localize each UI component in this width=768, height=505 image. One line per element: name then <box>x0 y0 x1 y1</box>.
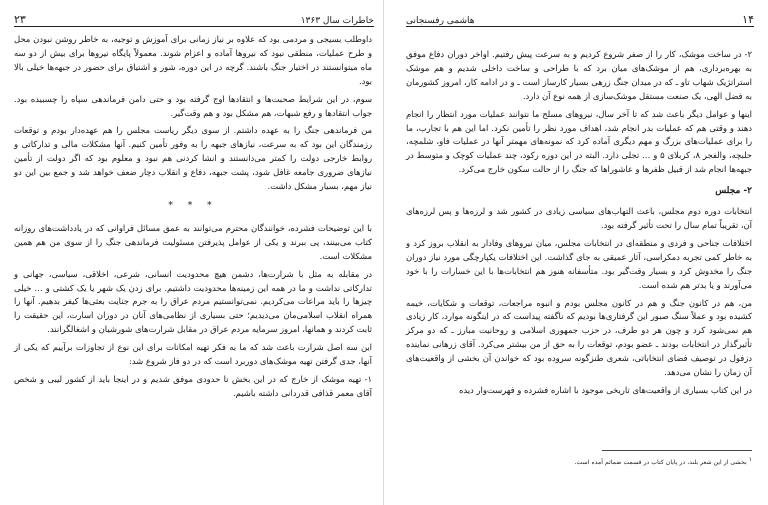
right-paragraph-1: ۲- در ساخت موشک، کار را از صفر شروع کردیم و به سرعت پیش رفتیم. اواخر دوران دفاع موفق به بهره‌برداری، هم از موشک‌های میان برد که با طراحی و ساخت داخلی شدیم و هم موشک استراتژیک شهاب تاو ـ که در میدان جنگ زرهی بسیار کارساز است ـ و در ادامه کار، امروز کشورمان به فضل الهی، یک صنعت مستقل موشک‌سازی از همه نوع آن دارد. <box>406 49 752 101</box>
right-page <box>384 0 768 505</box>
right-section-paragraph-3: من، هم در کانون جنگ و هم در کانون مجلس بودم و انبوه مراجعات، توقعات و شکایات، خیمه کشیده بود و عملاً سنگ صبور این گرفتاری‌ها بودیم که ناگفته پیداست که در اینگونه موارد، کار زیادی هم نمی‌شود کرد و چون هر دو طرف، در حزب جمهوری اسلامی و روحانیت مبارز ـ که دو مرکز تأثیرگذار در انتخابات بودند ـ عضو بودم، توقعات را به حق از من بیشتر می‌کرد. آقای زرهانی نماینده دزفول در توصیف فضای انتخاباتی، شعری طنزگونه سروده بود که خواندن آن بخشی از واقعیت‌های آن زمان را نشان می‌دهد. <box>406 297 752 378</box>
left-page-body <box>14 33 372 405</box>
right-page-number: ۱۴ <box>742 13 754 26</box>
footnote <box>406 455 752 467</box>
right-paragraph-2: اینها و عوامل دیگر باعث شد که تا آخر سال، نیروهای مسلح ما نتوانند عملیات مورد انتظار را انجام دهند و وقتی هم که عملیات بدر انجام شد، اهداف مورد نظر را تأمین نکرد. اما این هم با تجارب، ما را برای عملیات‌های بزرگ و مهم دیگری آماده کرد که نمونه‌های مهمتر آنها در عملیات فاو، شلمچه، حلبچه، والفجر ۸، کربلای ۵ و … تجلی دارد. البته در این دوره رکود، چند عملیات کوچک و متوسط در جبهه‌ها انجام شد از قبیل ظفرها و عاشوراها که جنگ را از حالت سکون خارج می‌کرد. <box>406 108 752 175</box>
right-section-paragraph-1: انتخابات دوره دوم مجلس، باعث التهاب‌های سیاسی زیادی در کشور شد و لرزه‌ها و پس لرزه‌های آن، تقریباً تمام سال را تحت تأثیر گرفته بود. <box>406 206 752 230</box>
left-paragraph-1: داوطلب بسیجی و مردمی بود که علاوه بر نیاز زمانی برای آموزش و توجیه، به خاطر روشن نبودن محل و طرح عملیات، منطقی نبود که نیروها آماده و اعزام شوند. معمولاً پایگاه نیروها برای بیش از دو سه ماه میتوانستند در اختیار جنگ باشند. گرچه در این دوره، شور و اشتیاق برای حضور در جبهه‌ها خیلی بالا بود. <box>14 34 372 86</box>
right-page-body <box>406 48 752 402</box>
right-section-paragraph-2: اختلافات جناحی و فردی و منطقه‌ای در انتخابات مجلس، میان نیروهای وفادار به انقلاب بروز کرد و به خاطر کمی تجربه دمکراسی، آثار عمیقی به جای گذاشت. این اختلافات یکپارچگی مورد نیاز دوران جنگ را مخدوش کرد و بسیار وقت‌گیر بود. متأسفانه هنوز هم انتخابات‌ها با این خسارات را با خود می‌آورند و یا بدتر هم شده است. <box>406 237 752 290</box>
left-paragraph-7: ۱- تهیه موشک از خارج که در این بخش تا حدودی موفق شدیم و در اینجا باید از کشور لیبی و شخص آقای معمر قذافی قدردانی داشته باشیم. <box>14 373 372 398</box>
left-paragraph-3: من فرماندهی جنگ را به عهده داشتم. از سوی دیگر ریاست مجلس را هم عهده‌دار بودم و توقعات رزمندگان این بود که به سرعت، نیازهای جبهه را به وفور تأمین کنیم. آنها مشکلات مالی و تدارکاتی و روابط خارجی دولت را کمتر می‌دانستند و انشا کردنی هم نبود و معلوم بود که اگر دولت از تأمین نیازهای ضروری جامعه غافل شود، پشت جبهه، دفاع و انقلاب دچار ضعف خواهد شد و جمع بین این دو نیاز مهم، بسیار مشکل داشت. <box>14 125 372 192</box>
left-paragraph-4: با این توضیحات فشرده، خوانندگان محترم می‌توانند به عمق مسائل فراوانی که در یادداشت‌های روزانه کتاب می‌بینند، پی ببرند و یکی از عوامل پذیرفتن مسئولیت فرماندهی جنگ را از سوی من هم همین مشکلات است. <box>14 222 372 261</box>
left-paragraph-5: در مقابله به مثل با شرارت‌ها، دشمن هیچ محدودیت انسانی، شرعی، اخلاقی، سیاسی، جهانی و تدارکاتی نداشت و ما در همه این زمینه‌ها محدودیت داشتیم. برای زدن یک شهر یا یک کشتی و … خیلی چیزها را باید مراعات می‌کردیم. نمی‌توانستیم مردم عراق را به جرم جنایت بعثی‌ها کیفر بدهیم. آنها را همراه انقلاب اسلامی‌مان می‌دیدیم؛ حتی بسیاری از نظامی‌های آنان در دوران اسارت، این حقیقت را ثابت کردند و همانها، امروز سرمایه مردم عراق در مقابل شرارت‌های شورشیان و اشغالگرانند. <box>14 268 372 335</box>
left-header-title: خاطرات سال ۱۳۶۳ <box>300 16 374 26</box>
section-divider-stars: * * * <box>168 200 218 211</box>
left-page-number: ۲۳ <box>14 13 26 26</box>
left-page-header <box>14 8 374 27</box>
section-heading: ۲- مجلس <box>715 186 752 197</box>
footnote-marker: ۱ <box>748 456 752 463</box>
right-header-title: هاشمی رفسنجانی <box>406 16 475 26</box>
right-page-header <box>406 8 754 27</box>
left-paragraph-2: سوم، در این شرایط صحبت‌ها و انتقادها اوج گرفته بود و حتی دامن فرماندهی سپاه را چسبیده بود. جواب انتقادها و رفع شبهات، هم مشکل بود و هم وقت‌گیر. <box>14 93 372 118</box>
left-paragraph-6: این سه اصل شرارت باعث شد که ما به فکر تهیه امکانات برای این نوع از تجاوزات برآییم که یکی از آنها، جدی گرفتن تهیه موشک‌های دوربرد است که در دو فاز شروع شد: <box>14 342 372 367</box>
right-section-paragraph-4: در این کتاب بسیاری از واقعیت‌های تاریخی موجود با اشاره فشرده و فهرست‌وار دیده <box>458 384 752 395</box>
footnote-rule <box>602 450 752 451</box>
footnote-text: بخشی از این شعر بلند، در پایان کتاب در قسمت ضمائم آمده است. <box>574 459 747 467</box>
